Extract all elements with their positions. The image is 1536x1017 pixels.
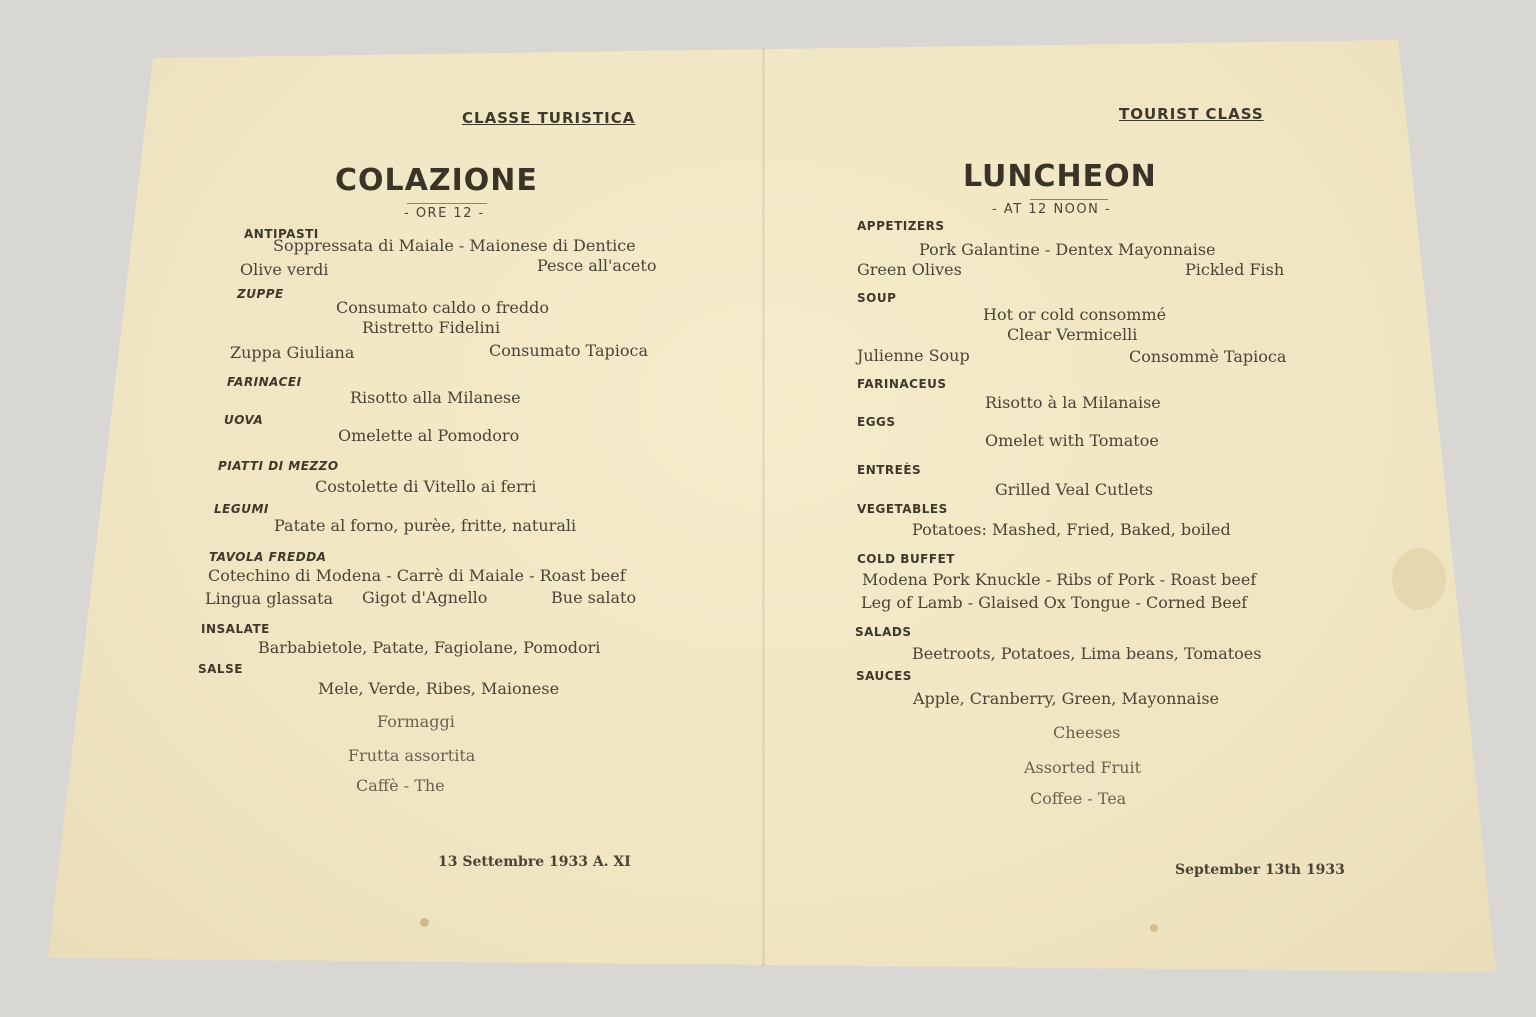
left-salse-line1: Mele, Verde, Ribes, Maionese: [318, 679, 560, 698]
left-uova-line1: Omelette al Pomodoro: [338, 426, 520, 445]
right-cat-appetizers: APPETIZERS: [857, 219, 945, 233]
left-cat-legumi: LEGUMI: [214, 502, 269, 516]
left-date: 13 Settembre 1933 A. XI: [438, 854, 631, 870]
paper-spot: [420, 918, 429, 927]
left-piatti-line1: Costolette di Vitello ai ferri: [315, 477, 537, 496]
left-frutta: Frutta assortita: [348, 746, 476, 765]
paper-spot: [1150, 924, 1158, 932]
left-zuppe-item-a: Zuppa Giuliana: [230, 343, 355, 362]
right-cat-cold-buffet: COLD BUFFET: [857, 552, 955, 566]
left-cat-tavola: TAVOLA FREDDA: [209, 550, 327, 564]
right-class-label: TOURIST CLASS: [1119, 105, 1264, 123]
left-farinacei-line1: Risotto alla Milanese: [350, 388, 521, 407]
left-menu-time: - ORE 12 -: [404, 206, 485, 221]
left-zuppe-line2: Ristretto Fidelini: [362, 318, 501, 337]
right-salads-line1: Beetroots, Potatoes, Lima beans, Tomatoes: [912, 644, 1262, 663]
right-title-rule: [1030, 199, 1108, 200]
right-appetizers-line1: Pork Galantine - Dentex Mayonnaise: [919, 240, 1216, 259]
left-cat-zuppe: ZUPPE: [237, 287, 284, 301]
right-cat-salads: SALADS: [855, 625, 912, 639]
right-entrees-line1: Grilled Veal Cutlets: [995, 480, 1154, 499]
right-eggs-line1: Omelet with Tomatoe: [985, 431, 1159, 450]
right-menu-time: - AT 12 NOON -: [992, 202, 1112, 217]
right-coffee: Coffee - Tea: [1030, 789, 1127, 808]
left-tavola-item-a: Lingua glassata: [205, 589, 334, 608]
right-fruit: Assorted Fruit: [1024, 758, 1142, 777]
left-antipasti-item-a: Olive verdi: [240, 260, 329, 279]
left-cat-salse: SALSE: [198, 662, 243, 676]
right-soup-line1: Hot or cold consommé: [983, 305, 1167, 324]
left-insalate-line1: Barbabietole, Patate, Fagiolane, Pomodori: [258, 638, 601, 657]
left-caffe: Caffè - The: [356, 776, 445, 795]
left-antipasti-item-b: Pesce all'aceto: [537, 256, 657, 275]
left-cat-insalate: INSALATE: [201, 622, 270, 636]
left-cat-uova: UOVA: [224, 413, 264, 427]
left-cat-piatti: PIATTI DI MEZZO: [218, 459, 339, 473]
left-menu-title: COLAZIONE: [335, 163, 538, 198]
right-cat-vegetables: VEGETABLES: [857, 502, 948, 516]
left-zuppe-item-b: Consumato Tapioca: [489, 341, 649, 360]
left-tavola-line1: Cotechino di Modena - Carrè di Maiale - Roast beef: [208, 566, 626, 585]
right-cat-entrees: ENTREÈS: [857, 463, 922, 477]
right-date: September 13th 1933: [1175, 862, 1345, 878]
right-sauces-line1: Apple, Cranberry, Green, Mayonnaise: [913, 689, 1220, 708]
right-farinaceus-line1: Risotto à la Milanaise: [985, 393, 1161, 412]
right-soup-item-a: Julienne Soup: [857, 346, 970, 365]
left-tavola-item-c: Bue salato: [551, 588, 637, 607]
left-class-label: CLASSE TURISTICA: [462, 109, 636, 127]
right-cold-line1: Modena Pork Knuckle - Ribs of Pork - Roast beef: [862, 570, 1257, 589]
right-appetizers-item-a: Green Olives: [857, 260, 962, 279]
left-cat-antipasti: ANTIPASTI: [244, 227, 319, 241]
paper-stain: [1392, 548, 1446, 610]
right-cat-sauces: SAUCES: [856, 669, 912, 683]
right-cat-farinaceus: FARINACEUS: [857, 377, 947, 391]
left-cat-farinacei: FARINACEI: [227, 375, 302, 389]
right-appetizers-item-b: Pickled Fish: [1185, 260, 1285, 279]
left-title-rule: [407, 203, 487, 204]
right-soup-item-b: Consommè Tapioca: [1129, 347, 1287, 366]
left-legumi-line1: Patate al forno, purèe, fritte, naturali: [274, 516, 577, 535]
center-fold: [762, 48, 765, 966]
right-cat-soup: SOUP: [857, 291, 897, 305]
left-formaggi: Formaggi: [377, 712, 455, 731]
right-cheeses: Cheeses: [1053, 723, 1121, 742]
right-vegetables-line1: Potatoes: Mashed, Fried, Baked, boiled: [912, 520, 1231, 539]
left-tavola-item-b: Gigot d'Agnello: [362, 588, 488, 607]
right-soup-line2: Clear Vermicelli: [1007, 325, 1138, 344]
right-cold-line2: Leg of Lamb - Glaised Ox Tongue - Corned Beef: [861, 593, 1248, 612]
left-zuppe-line1: Consumato caldo o freddo: [336, 298, 550, 317]
right-cat-eggs: EGGS: [857, 415, 896, 429]
left-antipasti-line1: Soppressata di Maiale - Maionese di Dentice: [273, 236, 636, 255]
right-menu-title: LUNCHEON: [963, 159, 1157, 194]
